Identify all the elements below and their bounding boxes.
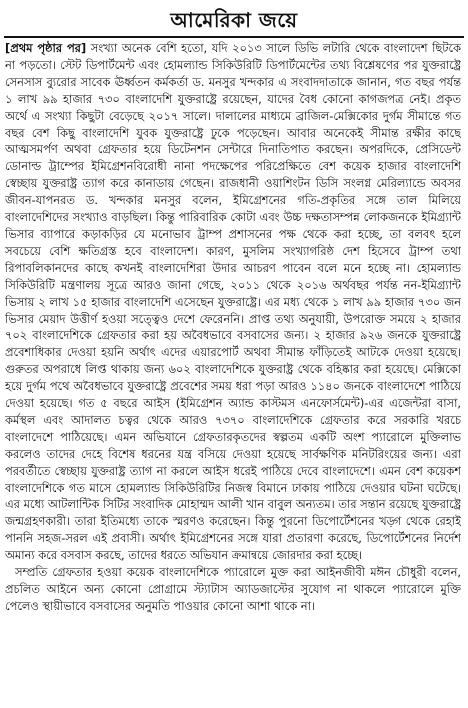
- headline-divider: [4, 36, 464, 38]
- paragraph-1: [5, 40, 461, 564]
- headline: আমেরিকা জয়ে: [170, 8, 298, 32]
- cropped-next-article: [0, 692, 468, 706]
- article-body: [5, 40, 461, 690]
- paragraph-2: [5, 564, 461, 615]
- continuation-label: [প্রথম পৃষ্ঠার পর]: [5, 41, 87, 55]
- paragraph-1-text: সংখ্যা অনেক বেশি হতো, যদি ২০১৩ সালে ডিভি লটারি থেকে বাংলাদেশ ছিটকে না পড়তো। স্টেট ডিপার্টমেন্ট এবং হোমল্যান্ড সিকিউরিটি ডিপার্টমেন্টের তথ্য বিশ্লেষণের পর যুক্তরাষ্ট্রে সেনসাস ব্যুরোর সাবেক ঊর্ধ্বতন কর্মকর্তা ড. মনসুর খন্দকার এ সংবাদদাতাকে জানান, গত বছর পর্যন্ত ১ লাখ ৯৯ হাজার ৭৩০ বাংলাদেশি যুক্তরাষ্ট্রে রয়েছেন, যাদের বৈধ কোনো কাগজপত্র নেই। প্রকৃত অর্থে এ সংখ্যা কিছুটা বেড়েছে ২০১৭ সালে। দালালের মাধ্যমে ব্রাজিল-মেক্সিকোর দুর্গম সীমান্তে গত বছর বেশ কিছু বাংলাদেশি যুবক যুক্তরাষ্ট্রে ঢুকে পড়েছেন। আবার অনেকেই সীমান্ত রক্ষীর কাছে আত্মসমর্পণ অথবা গ্রেফতার হয়ে ডিটেনশন সেন্টারে দিনাতিপাত করছেন। অপরদিকে, প্রেসিডেন্ট ডোনাল্ড ট্রাম্পের ইমিগ্রেশনবিরোধী নানা পদক্ষেপের পরিপ্রেক্ষিতে বেশ কয়েক হাজার বাংলাদেশি স্বেচ্ছায় যুক্তরাষ্ট্র ত্যাগ করে কানাডায় গেছেন। রাজধানী ওয়াশিংটন ডিসি সংলগ্ন মেরিল্যান্ডে অবসর জীবন-যাপনরত ড. খন্দকার মনসুর বলেন, ইমিগ্রেশনের গতি-প্রকৃতির সঙ্গে তাল মিলিয়ে বাংলাদেশিদের সংখ্যাও বাড়ছিল। কিন্তু পারিবারিক কোটা এবং উচ্চ দক্ষতাসম্পন্ন লোকজনকে ইমিগ্র্যান্ট ভিসার ব্যাপারে কড়াকড়ির যে মনোভাব ট্রাম্প প্রশাসনের পক্ষ থেকে করা হচ্ছে, তা বলবৎ হলে সবচেয়ে বেশি ক্ষতিগ্রস্ত হবে বাংলাদেশ। কারণ, মুসলিম সংখ্যাগরিষ্ঠ দেশ হিসেবে ট্রাম্প তথা রিপাবলিকানদের কাছে কখনই বাংলাদেশিরা উদার আচরণ পাবেন বলে মনে হচ্ছে না। হোমল্যান্ড সিকিউরিটি মন্ত্রণালয় সূত্রে আরও জানা গেছে, ২০১১ থেকে ২০১৬ অর্থবছর পর্যন্ত নন-ইমিগ্র্যান্ট ভিসায় ২ লাখ ১৫ হাজার বাংলাদেশি এসেছেন যুক্তরাষ্ট্রে। এর মধ্য থেকে ১ লাখ ৯৯ হাজার ৭৩০ জন ভিসার মেয়াদ উত্তীর্ণ হওয়া সত্ত্বেও দেশে ফেরেননি। প্রাপ্ত তথ্য অনুযায়ী, উপরোক্ত সময়ে ২ হাজার ৭০২ বাংলাদেশিকে গ্রেফতার করা হয় অবৈধভাবে বসবাসের জন্য। ২ হাজার ৯২৬ জনকে যুক্তরাষ্ট্রে প্রবেশাধিকার দেওয়া হয়নি অর্থাৎ এদের এয়ারপোর্ট অথবা সীমান্ত ফাঁড়িতেই আটকে দেওয়া হয়েছে। গুরুতর অপরাধে লিপ্ত থাকায় জন্য ৬০২ বাংলাদেশিকে যুক্তরাষ্ট্র থেকে বহিষ্কার করা হয়েছে। মেক্সিকো হয়ে দুর্গম পথে অবৈধভাবে যুক্তরাষ্ট্রে প্রবেশের সময় ধরা পড়া আরও ১১৪০ জনকে বাংলাদেশে পাঠিয়ে দেওয়া হয়েছে। গত ৫ বছরে আইস (ইমিগ্রেশন অ্যান্ড কাস্টমস এনফোর্সমেন্ট)-এর এজেন্টরা বাসা, কর্মস্থল এবং আদালত চত্বর থেকে আরও ৭৩৭০ বাংলাদেশিকে গ্রেফতার করে সরকারি খরচে বাংলাদেশে পাঠিয়েছে। এমন অভিযানে গ্রেফতারকৃতদের স্বল্পতম একটি অংশ প্যারোলে মুক্তিলাভ করলেও তাদের দেহে বিশেষ ধরনের যন্ত্র বসিয়ে দেওয়া হয়েছে সার্বক্ষণিক মনিটরিংয়ের জন্য। এরা পরবর্তীতে স্বেচ্ছায় যুক্তরাষ্ট্র ত্যাগ না করলে আইস ধরেই পাঠিয়ে দেবে বাংলাদেশে। এমন বেশ কয়েকশ বাংলাদেশিকে গত মাসে হোমল্যান্ড সিকিউরিটির নিজস্ব বিমানে ঢাকায় পাঠিয়ে দেওয়ার ঘটনা ঘটেছে। এর মধ্যে আটলান্টিক সিটির সংবাদিক মোহাম্মদ আলী খান বাবুল অন্যতম। তার সন্তান রয়েছে যুক্তরাষ্ট্রে জন্মগ্রহণকারী। তারা ইতিমধ্যে তাকে স্মরণও করেছেন। কিন্তু পুরনো ডিপোর্টেশনের খড়্গ থেকে রেহাই পাননি সহজ-সরল এই প্রবাসী। অর্থাৎ ইমিগ্রেশনের সঙ্গে যারা প্রতারণা করেছে, ডিপোর্টেশনের নির্দেশ অমান্য করে বসবাস করছে, তাদের ধরতে অভিযান ক্রমান্বয়ে জোরদার করা হচ্ছে।: [5, 41, 461, 563]
- paragraph-2-text: সম্প্রতি গ্রেফতার হওয়া কয়েক বাংলাদেশিকে প্যারোলে মুক্ত করা আইনজীবী মঈন চৌধুরী বলেন, প্রচলিত আইনে অন্য কোনো প্রোগ্রামে স্ট্যাটাস অ্যাডজাস্টের সুযোগ না থাকলে প্যারোলে মুক্তি পেলেও স্থায়ীভাবে বসবাসের অনুমতি পাওয়ার কোনো আশা থাকে না।: [5, 565, 461, 613]
